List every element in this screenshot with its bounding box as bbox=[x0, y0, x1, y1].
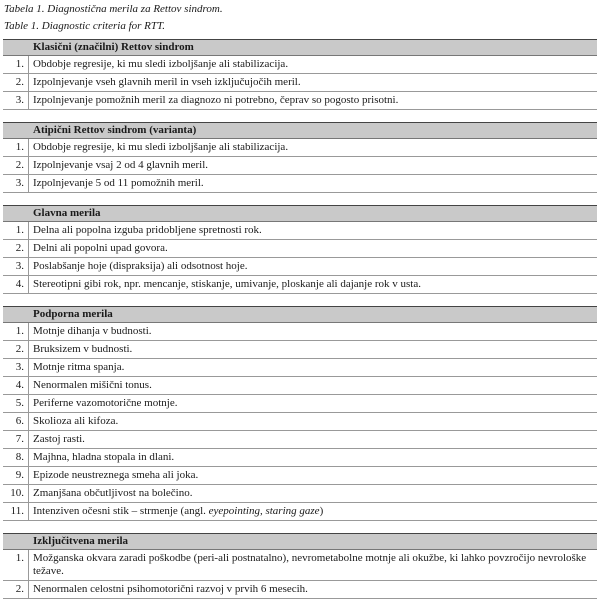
row-number: 2. bbox=[3, 240, 29, 257]
row-number: 2. bbox=[3, 74, 29, 91]
criteria-row bbox=[3, 550, 597, 581]
row-number: 8. bbox=[3, 449, 29, 466]
row-text: Skolioza ali kifoza. bbox=[33, 415, 119, 427]
criteria-row bbox=[3, 139, 597, 157]
row-number: 1. bbox=[3, 550, 29, 580]
row-text: Izpolnjevanje 5 od 11 pomožnih meril. bbox=[33, 177, 204, 189]
row-text: Zastoj rasti. bbox=[33, 433, 85, 445]
row-text: Izpolnjevanje vseh glavnih meril in vseh izključujočih meril. bbox=[33, 76, 301, 88]
row-text: Poslabšanje hoje (dispraksija) ali odsotnost hoje. bbox=[33, 260, 248, 272]
table-caption-slovene: Tabela 1. Diagnostična merila za Rettov sindrom. bbox=[4, 3, 223, 15]
row-italic-text: eyepointing, staring gaze bbox=[208, 505, 320, 517]
row-number: 3. bbox=[3, 92, 29, 109]
section-header: Glavna merila bbox=[3, 206, 597, 222]
row-number: 3. bbox=[3, 175, 29, 192]
criteria-row bbox=[3, 74, 597, 92]
criteria-row bbox=[3, 240, 597, 258]
row-text: Zmanjšana občutljivost na bolečino. bbox=[33, 487, 193, 499]
section-spacer bbox=[3, 110, 597, 123]
row-text: Delna ali popolna izguba pridobljene spretnosti rok. bbox=[33, 224, 262, 236]
criteria-row bbox=[3, 377, 597, 395]
row-number: 3. bbox=[3, 258, 29, 275]
row-number: 4. bbox=[3, 276, 29, 293]
criteria-row bbox=[3, 503, 597, 521]
criteria-row bbox=[3, 276, 597, 294]
section-header: Izključitvena merila bbox=[3, 534, 597, 550]
row-text: Epizode neustreznega smeha ali joka. bbox=[33, 469, 199, 481]
criteria-row bbox=[3, 323, 597, 341]
section-header: Atipični Rettov sindrom (varianta) bbox=[3, 123, 597, 139]
criteria-row bbox=[3, 431, 597, 449]
row-number: 2. bbox=[3, 341, 29, 358]
row-number: 3. bbox=[3, 359, 29, 376]
row-number: 1. bbox=[3, 323, 29, 340]
row-text: Možganska okvara zaradi poškodbe (peri-ali postnatalno), nevrometabolne motnje ali okužbe, ki lahko povzročijo nevrološke težave. bbox=[33, 552, 587, 577]
criteria-row bbox=[3, 56, 597, 74]
criteria-row bbox=[3, 485, 597, 503]
row-number: 1. bbox=[3, 56, 29, 73]
row-number: 5. bbox=[3, 395, 29, 412]
row-text: Delni ali popolni upad govora. bbox=[33, 242, 168, 254]
criteria-row bbox=[3, 359, 597, 377]
criteria-row bbox=[3, 449, 597, 467]
criteria-row bbox=[3, 413, 597, 431]
row-text: Majhna, hladna stopala in dlani. bbox=[33, 451, 175, 463]
criteria-row bbox=[3, 258, 597, 276]
section-header: Klasični (značilni) Rettov sindrom bbox=[3, 40, 597, 56]
row-number: 2. bbox=[3, 157, 29, 174]
row-number: 9. bbox=[3, 467, 29, 484]
row-text: Stereotipni gibi rok, npr. mencanje, stiskanje, umivanje, ploskanje ali dajanje rok v usta. bbox=[33, 278, 421, 290]
row-text: Nenormalen celostni psihomotorični razvoj v prvih 6 mesecih. bbox=[33, 583, 308, 595]
row-text: Izpolnjevanje vsaj 2 od 4 glavnih meril. bbox=[33, 159, 209, 171]
criteria-row bbox=[3, 157, 597, 175]
row-number: 11. bbox=[3, 503, 29, 520]
row-number: 10. bbox=[3, 485, 29, 502]
criteria-row bbox=[3, 341, 597, 359]
row-number: 7. bbox=[3, 431, 29, 448]
criteria-row bbox=[3, 467, 597, 485]
row-number: 2. bbox=[3, 581, 29, 598]
row-number: 1. bbox=[3, 222, 29, 239]
criteria-row bbox=[3, 175, 597, 193]
row-text: Intenziven očesni stik – strmenje (angl. eyepointing, staring gaze) bbox=[33, 505, 324, 517]
row-text: Bruksizem v budnosti. bbox=[33, 343, 133, 355]
row-number: 1. bbox=[3, 139, 29, 156]
criteria-row bbox=[3, 581, 597, 599]
criteria-row bbox=[3, 395, 597, 413]
criteria-table bbox=[3, 39, 597, 599]
criteria-row bbox=[3, 92, 597, 110]
row-text: Obdobje regresije, ki mu sledi izboljšanje ali stabilizacija. bbox=[33, 58, 289, 70]
criteria-row bbox=[3, 222, 597, 240]
row-text: Obdobje regresije, ki mu sledi izboljšanje ali stabilizacija. bbox=[33, 141, 289, 153]
row-text: Motnje dihanja v budnosti. bbox=[33, 325, 152, 337]
row-number: 4. bbox=[3, 377, 29, 394]
row-text: Periferne vazomotorične motnje. bbox=[33, 397, 178, 409]
section-header: Podporna merila bbox=[3, 307, 597, 323]
row-number: 6. bbox=[3, 413, 29, 430]
row-text: Motnje ritma spanja. bbox=[33, 361, 125, 373]
row-text: Nenormalen mišični tonus. bbox=[33, 379, 152, 391]
section-spacer bbox=[3, 521, 597, 534]
row-text: Izpolnjevanje pomožnih meril za diagnozo ni potrebno, čeprav so pogosto prisotni. bbox=[33, 94, 399, 106]
section-spacer bbox=[3, 193, 597, 206]
table-caption-english: Table 1. Diagnostic criteria for RTT. bbox=[4, 20, 166, 32]
section-spacer bbox=[3, 294, 597, 307]
